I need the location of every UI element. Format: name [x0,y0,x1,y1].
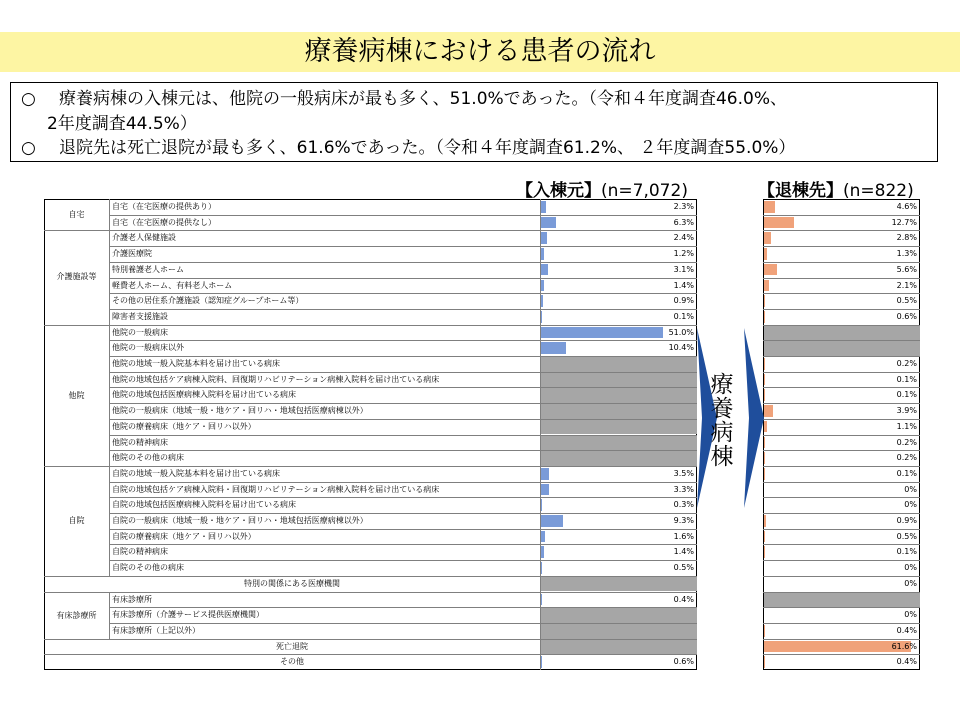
ward-label-char: 養 [710,396,734,422]
row-label: 介護医療院 [112,249,152,259]
row-label: その他の居住系介護施設（認知症グループホーム等） [112,296,304,306]
discharge-header-n: (n=822) [843,181,914,201]
discharge-value: 2.8% [896,233,917,243]
row-label: 他院の一般病床（地域一般・地ケア・回リハ・地域包括医療病棟以外） [112,406,368,416]
summary-text-1: 療養病棟の入棟元は、他院の一般病床が最も多く、51.0%であった。（令和４年度調査46.0%、 [59,89,787,109]
slide-title: 療養病棟における患者の流れ [304,36,656,67]
group-label: 介護施設等 [56,272,97,282]
not-applicable-cell [541,640,697,655]
discharge-value: 0% [904,500,917,510]
admission-value: 6.3% [673,217,694,227]
admission-value: 0.6% [673,657,694,667]
summary-text-2: 退院先は死亡退院が最も多く、61.6%であった。（令和４年度調査61.2%、 ２年度調査55.0%） [59,138,796,158]
summary-line-1 [21,87,927,112]
column-divider [540,199,541,670]
discharge-value: 0.4% [896,657,917,667]
group-label: 自院 [68,515,85,525]
admission-value: 1.6% [673,531,694,541]
group-label: 自宅 [68,210,85,219]
row-label: 他院の地域包括ケア病棟入院料、回復期リハビリテーション病棟入院料を届け出ている病床 [112,374,440,384]
not-applicable-cell [541,436,697,451]
not-applicable-cell [541,388,697,403]
admission-value: 3.1% [673,264,694,274]
row-label: 他院の療養病床（地ケア・回リハ以外） [112,421,256,431]
discharge-value: 0.2% [896,453,917,463]
group-label: 他院 [68,390,85,400]
summary-line-2 [21,136,927,161]
discharge-value: 0.2% [896,359,917,368]
ward-label-char: 棟 [710,444,734,470]
row-label: 他院の一般病床 [112,327,168,337]
discharge-value: 0.6% [896,311,917,321]
admission-value: 0.4% [673,594,694,604]
row-label: 他院の一般病床以外 [112,343,184,353]
admission-value: 1.4% [673,547,694,557]
discharge-value: 3.9% [896,406,917,416]
not-applicable-cell [541,624,697,639]
discharge-value: 0.4% [896,625,917,635]
admission-value: 1.2% [673,249,694,259]
admission-value: 10.4% [668,343,694,353]
row-label: 他院のその他の病床 [112,453,184,463]
not-applicable-cell [764,593,920,608]
row-label: 有床診療所 [112,594,152,604]
ward-label [707,373,737,469]
not-applicable-cell [764,326,920,341]
row-label: 他院の精神病床 [112,437,168,447]
not-applicable-cell [541,577,697,592]
row-label: 有床診療所（介護サービス提供医療機関） [112,610,264,620]
admission-value: 0.1% [673,311,694,321]
not-applicable-cell [541,420,697,435]
row-label: 有床診療所（上記以外） [112,625,200,635]
row-label: 自院のその他の病床 [112,563,184,573]
discharge-value: 0.5% [896,531,917,541]
admission-value: 3.3% [673,484,694,494]
not-applicable-cell [541,451,697,466]
discharge-header [758,176,914,201]
group-label: 有床診療所 [56,610,97,620]
discharge-value: 0% [904,610,917,620]
discharge-value: 0.2% [896,437,917,447]
discharge-value: 0% [904,563,917,573]
admission-value: 0.9% [673,296,694,306]
row-label: 障害者支援施設 [112,311,168,321]
discharge-value: 0.1% [896,374,917,384]
discharge-value: 0% [904,484,917,494]
discharge-value: 0% [904,578,917,588]
discharge-value: 0.1% [896,390,917,400]
admission-header [516,176,688,201]
group-divider [109,325,110,466]
discharge-value: 0.5% [896,296,917,306]
admission-value: 1.4% [673,280,694,290]
row-label: 自宅（在宅医療の提供なし） [112,217,216,227]
row-label: 自院の地域包括医療病棟入院料を届け出ている病床 [112,500,296,510]
row-label: 自院の地域包括ケア病棟入院料・回復期リハビリテーション病棟入院料を届け出ている病床 [112,484,440,494]
admission-value: 3.5% [673,468,694,478]
row-label: 介護老人保健施設 [112,233,176,243]
admission-header-n: (n=7,072) [601,181,688,201]
discharge-value: 0.9% [896,516,917,525]
discharge-value: 61.6% [891,641,917,651]
admission-value: 0.3% [673,500,694,510]
row-label: 軽費老人ホーム、有料老人ホーム [112,280,233,290]
not-applicable-cell [541,404,697,419]
row-label: 死亡退院 [276,641,308,651]
not-applicable-cell [764,341,920,356]
not-applicable-cell [541,357,697,372]
ward-label-char: 療 [710,372,734,398]
not-applicable-cell [541,373,697,388]
discharge-value: 4.6% [896,202,917,211]
discharge-value: 0.1% [896,547,917,557]
bullet-icon: ○ [21,89,36,109]
row-label: 特別養護老人ホーム [112,264,184,274]
admission-value: 0.5% [673,563,694,573]
admission-value: 2.4% [673,233,694,243]
row-label: 特別の関係にある医療機関 [244,578,340,588]
admission-header-label: 【入棟元】 [516,181,601,201]
row-label: 自院の一般病床（地域一般・地ケア・回リハ・地域包括医療病棟以外） [112,516,368,525]
summary-line-1-cont: 2年度調査44.5%） [47,113,197,134]
row-label: 自院の地域一般入院基本料を届け出ている病床 [112,468,280,478]
discharge-value: 12.7% [891,217,917,227]
bullet-icon: ○ [21,138,36,158]
row-label: 自院の精神病床 [112,547,168,557]
row-label: 自院の療養病床（地ケア・回リハ以外） [112,531,256,541]
discharge-value: 5.6% [896,264,917,274]
discharge-value: 1.1% [896,421,917,431]
discharge-value: 0.1% [896,468,917,478]
group-divider [109,592,110,639]
row-label: 他院の地域一般入院基本料を届け出ている病床 [112,359,280,368]
row-label: その他 [280,657,304,667]
ward-label-char: 病 [710,420,734,446]
discharge-value: 1.3% [896,249,917,259]
summary-box [10,82,938,162]
row-label: 自宅（在宅医療の提供あり） [112,202,216,211]
discharge-value: 2.1% [896,280,917,290]
admission-value: 9.3% [673,516,694,525]
discharge-header-label: 【退棟先】 [758,181,843,201]
arrow-right-icon [744,328,764,508]
row-label: 他院の地域包括医療病棟入院料を届け出ている病床 [112,390,296,400]
admission-value: 51.0% [668,327,694,337]
not-applicable-cell [541,608,697,623]
admission-value: 2.3% [673,202,694,211]
